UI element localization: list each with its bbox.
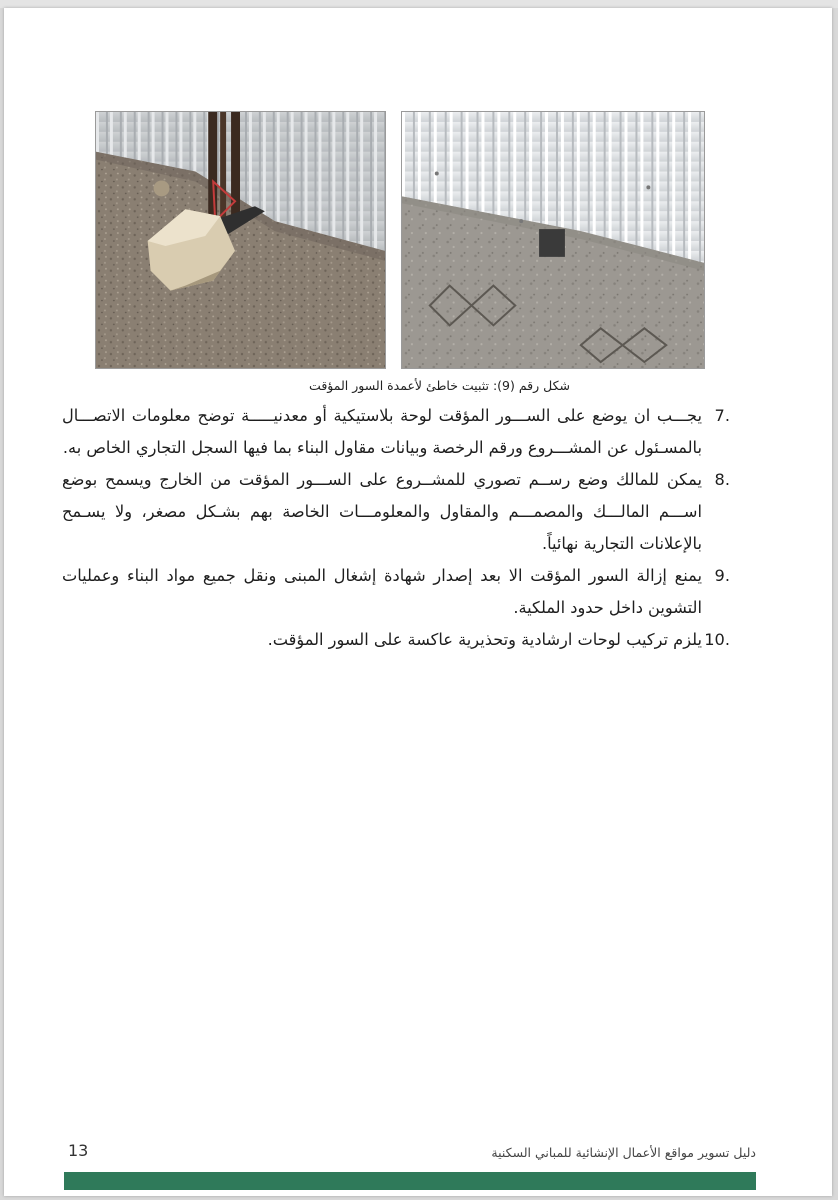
figure-caption: شكل رقم (9): تثبيت خاطئ لأعمدة السور المؤقت — [309, 378, 570, 393]
item-number: 7. — [714, 406, 730, 425]
list-item — [62, 464, 730, 560]
item-number: 9. — [714, 566, 730, 585]
list-item — [62, 400, 730, 464]
list-item — [62, 560, 730, 624]
item-number: 10. — [704, 630, 730, 649]
footer-title: دليل تسوير مواقع الأعمال الإنشائية للمباني السكنية — [491, 1145, 756, 1160]
list-item — [62, 624, 730, 656]
top-strip — [0, 0, 838, 8]
requirements-list — [62, 400, 730, 656]
photo-fence-base-on-paving — [401, 111, 705, 369]
footer-bar — [64, 1172, 756, 1190]
page-number: 13 — [68, 1141, 89, 1160]
item-number: 8. — [714, 470, 730, 489]
photo-fence-post-with-rock — [95, 111, 386, 369]
item-text: يمنع إزالة السور المؤقت الا بعد إصدار شهادة إشغال المبنى ونقل جميع مواد البناء وعمليات التشوين داخل حدود الملكية. — [62, 566, 702, 617]
item-text: يجـــب ان يوضع على الســـور المؤقت لوحة بلاستيكية أو معدنيـــــة توضح معلومات الاتصـــال بالمسـئول عن المشـــروع ورقم الرخصة وبيانات مقاول البناء بما فيها السجل التجاري الخاص به. — [62, 406, 702, 457]
item-text: يلزم تركيب لوحات ارشادية وتحذيرية عاكسة على السور المؤقت. — [267, 630, 702, 649]
item-text: يمكن للمالك وضع رســم تصوري للمشــروع على الســـور المؤقت من الخارج ويسمح بوضع اســـم المالـــك والمصمـــم والمقاول والمعلومـــات الخاصة بهم بشـكل مصغر، ولا يسـمح بالإعلانات التجارية نهائياً. — [62, 470, 702, 553]
